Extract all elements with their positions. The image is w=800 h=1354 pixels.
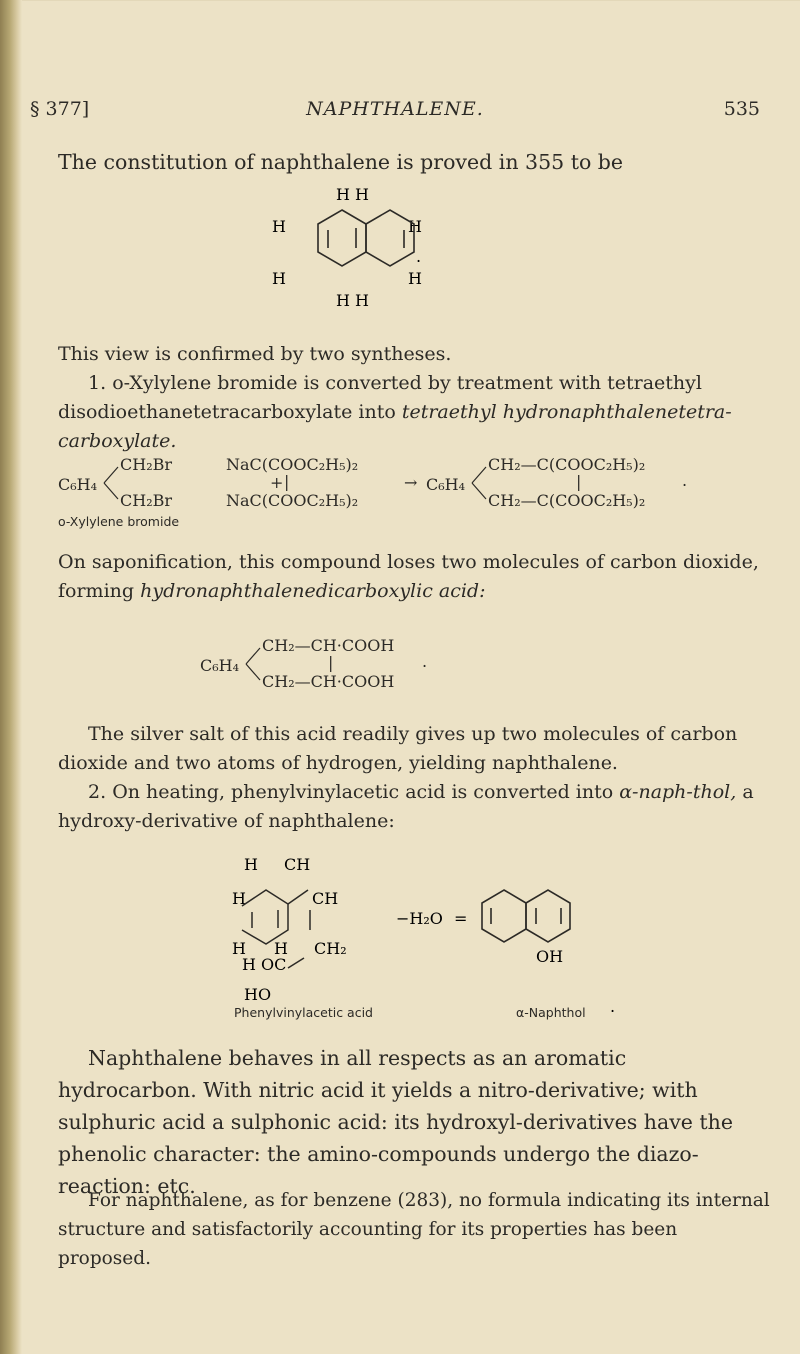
product-bottom: CH₂—C(COOC₂H₅)₂	[488, 491, 646, 510]
phenylvinylacetic-label: Phenylvinylacetic acid	[234, 1005, 373, 1020]
formula-dot: .	[416, 247, 422, 266]
r3-left-h1: H	[232, 889, 246, 908]
r3-top-ch: CH	[284, 855, 311, 874]
formula-left-bottom-h: H	[272, 269, 286, 288]
synthesis-2-text-after: a hydroxy-derivative of naphthalene:	[58, 781, 754, 832]
intro-paragraph	[58, 146, 768, 178]
intro-ref: 355	[525, 150, 565, 174]
naphthol-right-ring	[526, 890, 570, 942]
synthesis-2-number: 2.	[88, 781, 107, 803]
aromatic-paragraph: Naphthalene behaves in all respects as an aromatic hydrocarbon. With nitric acid it yields a nitro-derivative; with sulphuric acid a sulphonic acid: its hydroxyl-derivatives have the phenolic character: the amino-compounds undergo the diazo-reaction: etc.	[58, 1046, 733, 1198]
synthesis-2-paragraph	[58, 778, 770, 836]
acid-c6h4: C₆H₄	[200, 656, 240, 675]
reaction-3	[200, 850, 640, 1030]
right-ring	[366, 210, 414, 266]
silver-salt-paragraph: The silver salt of this acid readily gives up two molecules of carbon dioxide and two atoms of hydrogen, yielding naphthalene.	[58, 723, 738, 774]
r3-ch2: CH₂	[314, 939, 347, 958]
r3-hoc: H OC	[242, 955, 287, 974]
reagent-bond: |	[284, 472, 290, 491]
running-head	[30, 98, 760, 128]
product-c6h4: C₆H₄	[426, 475, 466, 494]
ch2br-top: CH₂Br	[120, 455, 173, 474]
formula-left-top-h: H	[272, 217, 286, 236]
reactant-c6h4: C₆H₄	[58, 475, 98, 494]
synthesis-1-paragraph	[58, 369, 770, 456]
r3-bond-top-right	[288, 890, 308, 904]
reactant-branch	[102, 461, 122, 505]
r3-left-ring	[242, 890, 288, 944]
product-branch	[470, 461, 490, 505]
r3-top-h: H	[244, 855, 258, 874]
sodium-reagent-bottom: NaC(COOC₂H₅)₂	[226, 491, 359, 510]
section-marker: § 377]	[30, 98, 90, 120]
reaction-1	[58, 455, 778, 515]
plus-sign: +	[270, 473, 284, 492]
naphthol-left-ring	[482, 890, 526, 942]
reaction-3-dot: .	[610, 997, 616, 1016]
sodium-reagent-top: NaC(COOC₂H₅)₂	[226, 455, 359, 474]
saponification-product: hydronaphthalenedicarboxylic acid:	[140, 580, 486, 602]
naphthol-oh: OH	[536, 947, 564, 966]
naphthol-rings	[482, 890, 570, 942]
reaction-arrow: →	[404, 473, 418, 492]
formula-top-h: H H	[336, 185, 369, 204]
product-bond: |	[576, 472, 582, 491]
naphthol-label: α-Naphthol	[516, 1005, 586, 1020]
formula-right-top-h: H	[408, 217, 422, 236]
saponification-text: On saponification, this compound loses two molecules of carbon dioxide, forming	[58, 551, 759, 602]
left-ring	[318, 210, 366, 266]
page-number: 535	[723, 98, 760, 120]
formula-bottom-h: H H	[336, 291, 369, 310]
synthesis-1-text: o-Xylylene bromide is converted by treatment with tetraethyl disodioethanetetracarboxylate into	[58, 372, 702, 423]
acid-bottom: CH₂—CH·COOH	[262, 672, 395, 691]
saponification-paragraph	[58, 548, 770, 606]
naphthalene-structure	[270, 178, 530, 328]
acid-branch	[244, 642, 264, 686]
synthesis-1-number: 1.	[88, 372, 107, 394]
reaction-2	[200, 636, 520, 696]
ch2br-bottom: CH₂Br	[120, 491, 173, 510]
confirm-line: This view is confirmed by two syntheses.	[58, 343, 452, 365]
page-edge	[22, 0, 800, 1]
page-spine-shadow	[0, 0, 22, 1354]
synthesis-1-product: tetraethyl hydronaphthalenetetra-carboxylate.	[58, 401, 732, 452]
minus-h2o: −H₂O	[396, 909, 443, 928]
naphthalene-rings	[318, 210, 414, 266]
r3-right-ch: CH	[312, 889, 339, 908]
r3-inner-h: H	[274, 939, 288, 958]
equals-sign: =	[454, 909, 468, 928]
r3-ho: HO	[244, 985, 272, 1004]
acid-bond: |	[328, 653, 334, 672]
reaction-2-dot: .	[422, 652, 428, 671]
intro-text-after: to be	[564, 150, 624, 174]
formula-right-bottom-h: H	[408, 269, 422, 288]
product-top: CH₂—C(COOC₂H₅)₂	[488, 455, 646, 474]
r3-bond-ch2	[288, 958, 304, 968]
synthesis-2-text: On heating, phenylvinylacetic acid is converted into	[112, 781, 614, 803]
final-paragraph: For naphthalene, as for benzene (283), no formula indicating its internal structure and satisfactorily accounting for its properties has been proposed.	[58, 1190, 770, 1269]
reaction-1-dot: .	[682, 471, 688, 490]
naphthol-name: α-naph-thol,	[619, 781, 737, 803]
r3-left-h2: H	[232, 939, 246, 958]
page-title: NAPHTHALENE.	[306, 98, 484, 120]
acid-top: CH₂—CH·COOH	[262, 636, 395, 655]
xylylene-label: o-Xylylene bromide	[58, 514, 180, 529]
intro-text: The constitution of naphthalene is proved in	[58, 150, 526, 174]
